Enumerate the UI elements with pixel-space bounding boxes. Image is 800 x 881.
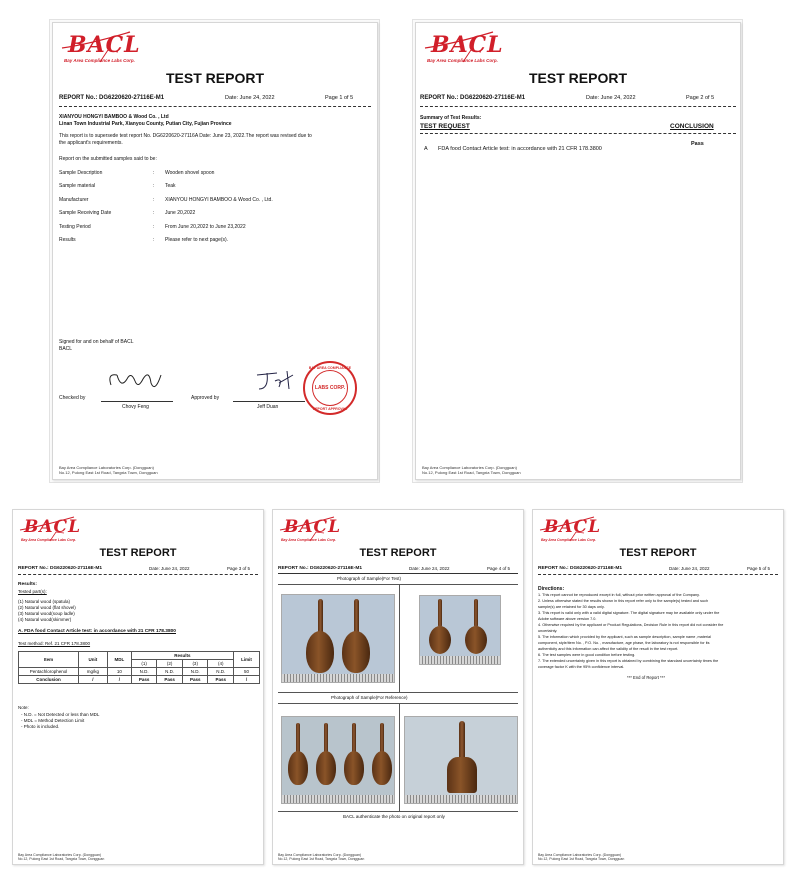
- report-date: Date: June 24, 2022: [586, 95, 636, 101]
- field-label: Sample Receiving Date: [59, 210, 112, 216]
- photo-grid-divider: [399, 703, 400, 811]
- table-subheader: (3): [182, 660, 208, 668]
- direction-line: 5. The information which provided by the applicant, such as sample description, sample name ,material: [538, 635, 711, 639]
- report-page-1: [52, 22, 378, 480]
- page-title: TEST REPORT: [99, 547, 177, 559]
- summary-title: Summary of Test Results:: [420, 115, 482, 121]
- spoon-handle: [318, 599, 323, 635]
- table-cell: N.D.: [182, 668, 208, 676]
- logo-subtitle: Bay Area Compliance Labs Corp.: [541, 538, 597, 542]
- table-cell: Pass: [157, 676, 183, 684]
- signed-bacl: BACL: [59, 346, 73, 352]
- tested-part: (4) Natural wood(skimmer): [18, 617, 72, 622]
- report-page-5: [532, 509, 784, 865]
- table-cell: mg/kg: [79, 668, 108, 676]
- footer-line-2: No.12, Pulong East 1st Road, Tangxia Town, Dongguan: [59, 470, 158, 475]
- field-value: Wooden shovel spoon: [165, 170, 215, 176]
- table-subheader: (4): [208, 660, 234, 668]
- direction-line: uncertainty.: [538, 629, 558, 633]
- field-colon: :: [153, 224, 155, 230]
- page-title: TEST REPORT: [619, 547, 697, 559]
- table-cell: /: [79, 676, 108, 684]
- table-cell: 10: [107, 668, 131, 676]
- spoon-handle: [354, 599, 359, 635]
- table-cell: /: [107, 676, 131, 684]
- spoon-handle: [352, 723, 356, 753]
- spoon-handle: [474, 599, 478, 627]
- direction-line: 3. This report is valid only with a valid digital signature. The digital signature may be available only under the: [538, 611, 720, 615]
- tested-part: (1) Natural wood (spatula): [18, 599, 71, 604]
- field-label: Testing Period: [59, 224, 91, 230]
- table-header: Limit: [233, 652, 259, 668]
- result-request: FDA food Contact Article test: in accordance with 21 CFR 178.3800: [438, 146, 602, 152]
- header-divider: [420, 106, 736, 107]
- spoon-head: [344, 751, 364, 785]
- sample-photo-reference-2: [404, 716, 518, 804]
- logo-text: BACL: [284, 517, 342, 537]
- report-number: REPORT No.: DG6220620-27116E-M1: [538, 566, 622, 571]
- photo-caption-reference: Photograph of Sample(For Reference): [331, 695, 408, 700]
- table-subheader: (2): [157, 660, 183, 668]
- report-date: Date: June 24, 2022: [225, 95, 275, 101]
- approver-line: [233, 401, 305, 402]
- logo-subtitle: Bay Area Compliance Labs Corp.: [64, 58, 135, 63]
- section-heading: A. FDA food Contact Article test: in accordance with 21 CFR 178.3800: [18, 629, 176, 634]
- table-header: Unit: [79, 652, 108, 668]
- report-number: REPORT No.: DG6220620-27116E-M1: [59, 95, 165, 101]
- table-row: [19, 668, 260, 676]
- bacl-logo: [60, 28, 140, 66]
- table-cell: /: [233, 676, 259, 684]
- approver-name: Jeff Duan: [257, 404, 279, 410]
- footer-line-1: Bay Area Compliance Laboratories Corp. (Dongguan): [59, 465, 154, 470]
- report-page-4: [272, 509, 524, 865]
- field-colon: :: [153, 170, 155, 176]
- photo-grid-line: [278, 584, 518, 585]
- spoon-head: [429, 626, 451, 654]
- directions-heading: Directions:: [538, 586, 565, 592]
- photo-authentication-note: BACL authenticate the photo on original report only: [343, 814, 445, 819]
- header-divider: [278, 573, 518, 574]
- spoon-head: [372, 751, 392, 785]
- checked-by-label: Checked by: [59, 395, 86, 401]
- note-heading: Note:: [18, 705, 29, 710]
- sample-photo-test-2: [419, 595, 501, 665]
- direction-line: component, style/item No. , P.O. No. , manufacture, age phase, the laboratory is not responsible for its: [538, 641, 710, 645]
- results-table: [18, 651, 260, 684]
- footer-line-1: Bay Area Compliance Laboratories Corp. (Dongguan): [538, 853, 622, 857]
- footer-line-1: Bay Area Compliance Laboratories Corp. (Dongguan): [422, 465, 517, 470]
- header-divider: [59, 106, 371, 107]
- end-of-report: *** End of Report ***: [627, 675, 665, 680]
- ruler: [405, 795, 517, 803]
- spoon-handle: [296, 723, 300, 753]
- header-divider: [18, 574, 258, 575]
- logo-text: BACL: [24, 517, 82, 537]
- direction-line: 6. The test samples were in good condition before testing.: [538, 653, 636, 657]
- table-cell: Conclusion: [19, 676, 79, 684]
- approver-signature: [249, 367, 299, 397]
- report-number: REPORT No.: DG6220620-27116E-M1: [18, 566, 102, 571]
- field-label: Results: [59, 237, 76, 243]
- report-page-2: [415, 22, 741, 480]
- field-colon: :: [153, 237, 155, 243]
- field-colon: :: [153, 197, 155, 203]
- logo-subtitle: Bay Area Compliance Labs Corp.: [427, 58, 498, 63]
- spoon-head: [316, 751, 336, 785]
- supersede-line-1: This report is to supersede test report No. DG6220620-27116A Date: June 23, 2022.The report was revised due to: [59, 133, 312, 139]
- page-title: TEST REPORT: [528, 70, 627, 86]
- supersede-line-2: the applicant's requirements.: [59, 140, 123, 146]
- page-number: Page 4 of 5: [487, 566, 511, 571]
- table-cell: N.D.: [157, 668, 183, 676]
- ruler: [282, 674, 394, 682]
- spoon-head: [288, 751, 308, 785]
- table-subheader: (1): [131, 660, 157, 668]
- logo-text: BACL: [431, 32, 504, 58]
- logo-text: BACL: [544, 517, 602, 537]
- direction-line: Adobe software above version 7.0.: [538, 617, 597, 621]
- report-date: Date: June 24, 2022: [149, 566, 190, 571]
- checker-line: [101, 401, 173, 402]
- logo-text: BACL: [68, 32, 141, 58]
- direction-line: 1. This report cannot be reproduced except in full, without prior written approval of the Company.: [538, 593, 700, 597]
- summary-divider: [420, 133, 736, 134]
- note-item: - MDL = Method Detection Limit: [21, 718, 85, 723]
- report-number: REPORT No.: DG6220620-27116E-M1: [278, 566, 362, 571]
- header-divider: [538, 574, 778, 575]
- field-label: Sample Description: [59, 170, 103, 176]
- page-number: Page 1 of 5: [325, 95, 354, 101]
- photo-grid-line: [278, 703, 518, 704]
- direction-line: sample(s) are retained for 30 days only.: [538, 605, 605, 609]
- footer-line-1: Bay Area Compliance Laboratories Corp. (Dongguan): [278, 853, 362, 857]
- table-cell: Pass: [131, 676, 157, 684]
- table-cell: N.D.: [208, 668, 234, 676]
- stamp-text: BAY AREA COMPLIANCE: [308, 366, 352, 370]
- table-header-row: [19, 652, 260, 660]
- sample-photo-reference-1: [281, 716, 395, 804]
- results-heading: Results:: [18, 582, 37, 587]
- spoon-head: [342, 631, 370, 673]
- report-number: REPORT No.: DG6220620-27116E-M1: [420, 95, 526, 101]
- footer-line-2: No.12, Pulong East 1st Road, Tangxia Town, Dongguan: [538, 857, 625, 861]
- table-cell: Pass: [208, 676, 234, 684]
- table-cell: Pentachlorophenol: [19, 668, 79, 676]
- footer-line-2: No.12, Pulong East 1st Road, Tangxia Town, Dongguan: [278, 857, 365, 861]
- tested-part: (2) Natural wood (flat shovel): [18, 605, 76, 610]
- field-colon: :: [153, 210, 155, 216]
- ruler: [420, 656, 500, 664]
- spoon-handle: [380, 723, 384, 753]
- bacl-logo: [18, 514, 82, 544]
- spoon-head: [465, 626, 487, 654]
- bacl-logo: [278, 514, 342, 544]
- checker-signature: [105, 367, 165, 397]
- client-name: XIANYOU HONGYI BAMBOO & Wood Co. , Ltd: [59, 114, 169, 120]
- field-colon: :: [153, 183, 155, 189]
- photo-caption-test: Photograph of Sample(For Test): [337, 576, 401, 581]
- direction-line: 2. Unless otherwise stated the results shown in this report refer only to the sample(s) tested and such: [538, 599, 709, 603]
- logo-subtitle: Bay Area Compliance Labs Corp.: [21, 538, 77, 542]
- bacl-logo: [538, 514, 602, 544]
- checker-name: Chovy Feng: [122, 404, 149, 410]
- page-number: Page 3 of 5: [227, 566, 251, 571]
- test-method: Test method: Ref. 21 CFR 178.3800: [18, 641, 91, 646]
- logo-subtitle: Bay Area Compliance Labs Corp.: [281, 538, 337, 542]
- samples-intro: Report on the submitted samples said to be:: [59, 156, 157, 162]
- spoon-head: [306, 631, 334, 673]
- table-cell: N.D.: [131, 668, 157, 676]
- note-item: - N.D. = Not Detected or less than MDL: [21, 712, 100, 717]
- field-label: Manufacturer: [59, 197, 89, 203]
- page-number: Page 2 of 5: [686, 95, 715, 101]
- page-title: TEST REPORT: [359, 547, 437, 559]
- field-label: Sample material: [59, 183, 96, 189]
- footer-line-2: No.12, Pulong East 1st Road, Tangxia Town, Dongguan: [18, 857, 105, 861]
- table-header: Item: [19, 652, 79, 668]
- ruler: [282, 795, 394, 803]
- table-cell: 50: [233, 668, 259, 676]
- report-page-3: [12, 509, 264, 865]
- report-date: Date: June 24, 2022: [669, 566, 710, 571]
- table-header: Results: [131, 652, 233, 660]
- result-conclusion: Pass: [691, 141, 704, 147]
- approved-by-label: Approved by: [191, 395, 220, 401]
- table-row: [19, 676, 260, 684]
- tested-parts-heading: Tested part(s):: [18, 589, 47, 594]
- photo-grid-line: [278, 692, 518, 693]
- report-date: Date: June 24, 2022: [409, 566, 450, 571]
- spoon-handle: [324, 723, 328, 753]
- spoon-head: [447, 757, 477, 793]
- photo-grid-line: [278, 811, 518, 812]
- sample-photo-test-1: [281, 594, 395, 683]
- test-request-header: TEST REQUEST: [420, 123, 470, 130]
- page-title: TEST REPORT: [165, 70, 264, 86]
- bacl-logo: [423, 28, 503, 66]
- stamp-text: LABS CORP.: [314, 385, 346, 391]
- direction-line: authenticity and this information can affect the validity of the result in the test report.: [538, 647, 679, 651]
- direction-line: 7. The extended uncertainty given in this report is obtained by combining the standard uncertainty times the: [538, 659, 719, 663]
- note-item: - Photo is included.: [21, 724, 60, 729]
- field-value: June 20,2022: [165, 210, 196, 216]
- client-address: Linan Town Industrial Park, Xianyou County, Putian City, Fujian Province: [59, 121, 232, 127]
- field-value: Please refer to next page(s).: [165, 237, 229, 243]
- photo-grid-divider: [399, 584, 400, 692]
- conclusion-header: CONCLUSION: [670, 123, 714, 130]
- direction-line: coverage factor K with the 95% confidence interval.: [538, 665, 625, 669]
- signed-on-behalf: Signed for and on behalf of BACL: [59, 339, 134, 345]
- footer-line-2: No.12, Pulong East 1st Road, Tangxia Town, Dongguan: [422, 470, 521, 475]
- field-value: Teak: [165, 183, 176, 189]
- table-cell: Pass: [182, 676, 208, 684]
- result-index: A: [424, 146, 428, 152]
- stamp-text: REPORT APPROVAL: [312, 407, 348, 411]
- field-value: XIANYOU HONGYI BAMBOO & Wood Co. , Ltd.: [165, 197, 273, 203]
- spoon-handle: [459, 721, 465, 761]
- tested-part: (3) Natural wood(soup ladle): [18, 611, 75, 616]
- direction-line: 4. Otherwise required by the applicant or Product Regulations, Decision Rule in this report did not consider the: [538, 623, 724, 627]
- table-header: MDL: [107, 652, 131, 668]
- page-number: Page 5 of 5: [747, 566, 771, 571]
- spoon-handle: [438, 599, 442, 627]
- approval-stamp: [303, 361, 357, 415]
- field-value: From June 20,2022 to June 23,2022: [165, 224, 246, 230]
- footer-line-1: Bay Area Compliance Laboratories Corp. (Dongguan): [18, 853, 102, 857]
